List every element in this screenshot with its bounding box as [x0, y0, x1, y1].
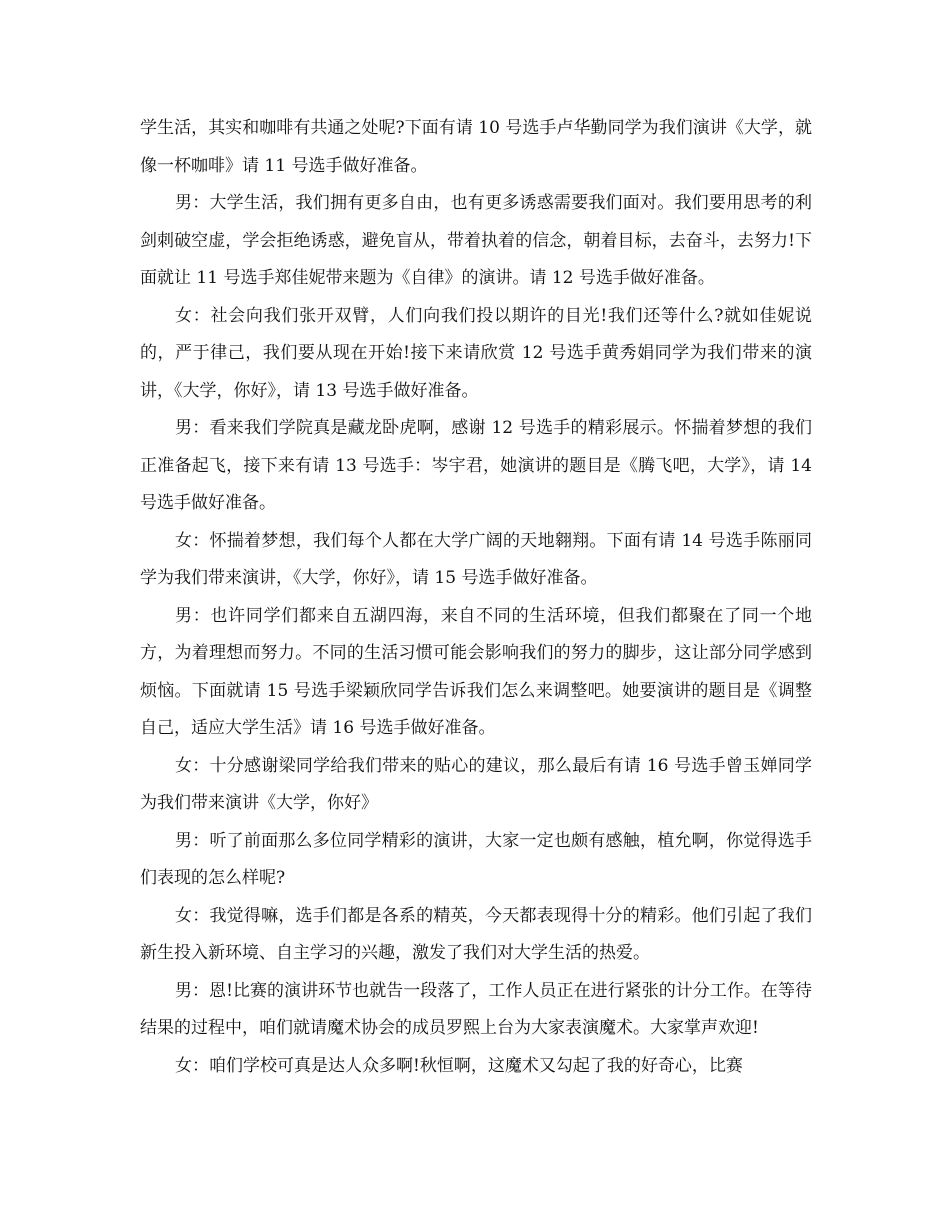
document-page [140, 110, 812, 1085]
paragraph-7: 女：十分感谢梁同学给我们带来的贴心的建议，那么最后有请 16 号选手曾玉婵同学为我们带来演讲《大学，你好》 [140, 755, 812, 813]
paragraph-9: 女：我觉得嘛，选手们都是各系的精英，今天都表现得十分的精彩。他们引起了我们新生投入新环境、自主学习的兴趣，激发了我们对大学生活的热爱。 [140, 905, 812, 963]
paragraph-11: 女：咱们学校可真是达人众多啊!秋恒啊，这魔术又勾起了我的好奇心，比赛 [175, 1055, 743, 1076]
paragraph-10: 男：恩!比赛的演讲环节也就告一段落了，工作人员正在进行紧张的计分工作。在等待结果的过程中，咱们就请魔术协会的成员罗熙上台为大家表演魔术。大家掌声欢迎! [140, 980, 812, 1038]
paragraph-4: 男：看来我们学院真是藏龙卧虎啊，感谢 12 号选手的精彩展示。怀揣着梦想的我们正准备起飞，接下来有请 13 号选手：岑宇君，她演讲的题目是《腾飞吧，大学》，请 14 号选手做好准备。 [140, 418, 812, 513]
paragraph-8: 男：听了前面那么多位同学精彩的演讲，大家一定也颇有感触，植允啊，你觉得选手们表现的怎么样呢? [140, 830, 812, 888]
paragraph-6: 男：也许同学们都来自五湖四海，来自不同的生活环境，但我们都聚在了同一个地方，为着理想而努力。不同的生活习惯可能会影响我们的努力的脚步，这让部分同学感到烦恼。下面就请 15 号选手梁颖欣同学告诉我们怎么来调整吧。她要演讲的题目是《调整自己，适应大学生活》请 16 号选手做好准备。 [140, 605, 812, 738]
paragraph-5: 女：怀揣着梦想，我们每个人都在大学广阔的天地翱翔。下面有请 14 号选手陈丽同学为我们带来演讲，《大学，你好》，请 15 号选手做好准备。 [140, 530, 812, 588]
paragraph-3: 女：社会向我们张开双臂，人们向我们投以期许的目光!我们还等什么?就如佳妮说的，严于律己，我们要从现在开始!接下来请欣赏 12 号选手黄秀娟同学为我们带来的演讲，《大学，你好》，请 13 号选手做好准备。 [140, 305, 812, 401]
paragraph-1: 学生活，其实和咖啡有共通之处呢?下面有请 10 号选手卢华勤同学为我们演讲《大学，就像一杯咖啡》请 11 号选手做好准备。 [140, 118, 812, 176]
paragraph-2: 男：大学生活，我们拥有更多自由，也有更多诱惑需要我们面对。我们要用思考的利剑刺破空虚，学会拒绝诱惑，避免盲从，带着执着的信念，朝着目标，去奋斗，去努力!下面就让 11 号选手郑佳妮带来题为《自律》的演讲。请 12 号选手做好准备。 [140, 193, 812, 288]
